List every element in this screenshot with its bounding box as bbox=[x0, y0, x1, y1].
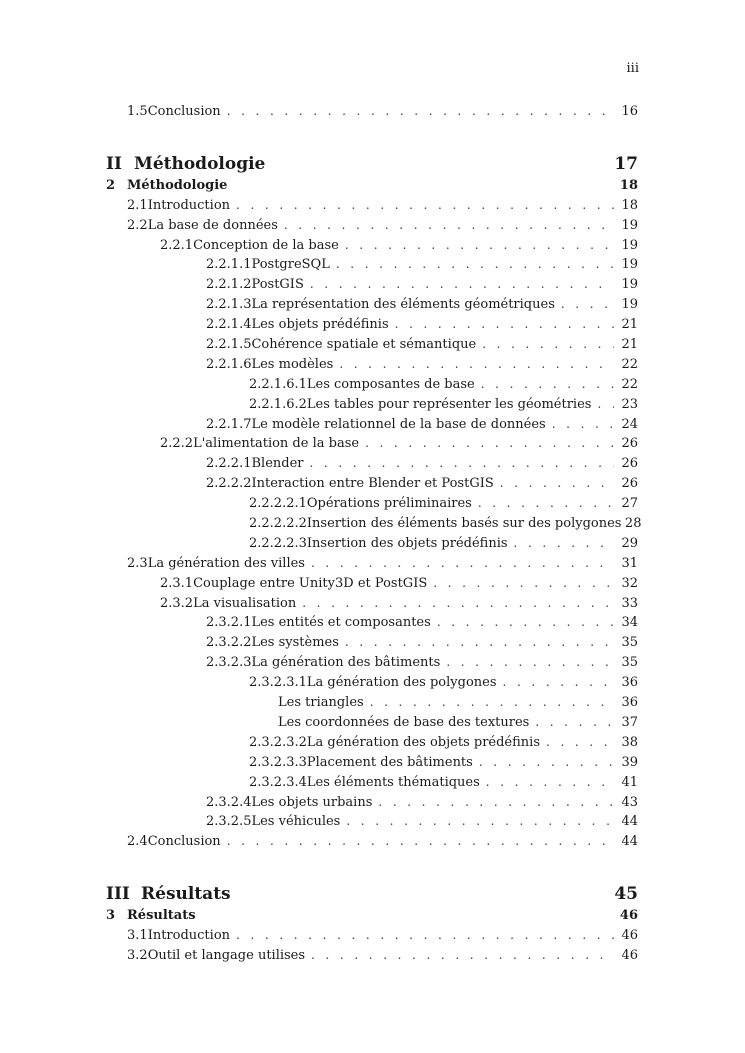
entry-page: 35 bbox=[621, 635, 638, 651]
entry-title: Outil et langage utilises bbox=[147, 947, 306, 963]
entry-number: 2.3.2.3.3 bbox=[249, 754, 307, 770]
entry-page: 21 bbox=[621, 337, 638, 353]
entry-number: 2.2.2.2 bbox=[206, 476, 252, 492]
entry-page: 23 bbox=[621, 396, 638, 412]
entry-title: Les objets prédéfinis bbox=[251, 317, 389, 333]
entry-page: 34 bbox=[621, 615, 638, 631]
entry-number: 2.2.1.6.1 bbox=[249, 376, 307, 392]
entry-page: 26 bbox=[621, 476, 638, 492]
toc-entry[interactable] bbox=[106, 735, 638, 755]
entry-title: Les coordonnées de base des textures bbox=[278, 714, 530, 730]
leader-dots bbox=[481, 377, 614, 391]
entry-number: 2.3.2.3.1 bbox=[249, 675, 307, 691]
leader-dots bbox=[311, 948, 614, 962]
entry-number: 2.3.2.3.2 bbox=[249, 734, 307, 750]
entry-number: 2.3 bbox=[127, 555, 148, 571]
chapter-title: Résultats bbox=[127, 908, 196, 924]
leader-dots bbox=[339, 357, 614, 371]
leader-dots bbox=[378, 795, 614, 809]
entry-number: 2.3.2.3.4 bbox=[249, 774, 307, 790]
entry-title: Les entités et composantes bbox=[251, 615, 431, 631]
leader-dots bbox=[311, 556, 614, 570]
entry-number: 2.2.1.7 bbox=[206, 416, 252, 432]
toc-entry[interactable] bbox=[106, 928, 638, 948]
toc-entry[interactable] bbox=[106, 775, 638, 795]
entry-page: 43 bbox=[621, 794, 638, 810]
entry-title: Conception de la base bbox=[193, 237, 339, 253]
entry-title: La génération des villes bbox=[147, 555, 305, 571]
entry-number: 2.3.2.3 bbox=[206, 655, 252, 671]
entry-number: 3.1 bbox=[127, 928, 148, 944]
entry-page: 27 bbox=[621, 496, 638, 512]
table-of-contents bbox=[106, 104, 642, 968]
leader-dots bbox=[236, 198, 614, 212]
entry-number: 2.1 bbox=[127, 197, 148, 213]
entry-page: 16 bbox=[621, 104, 638, 119]
entry-title: Interaction entre Blender et PostGIS bbox=[251, 476, 494, 492]
toc-part[interactable] bbox=[106, 884, 638, 908]
entry-number: 2.2.2.2.1 bbox=[249, 496, 307, 512]
leader-dots bbox=[437, 615, 614, 629]
toc-entry[interactable] bbox=[106, 436, 638, 456]
page-number: iii bbox=[626, 61, 639, 76]
toc-entry[interactable] bbox=[106, 277, 638, 297]
entry-title: Les véhicules bbox=[251, 814, 341, 830]
entry-number: 2.2.1.1 bbox=[206, 257, 252, 273]
entry-page: 44 bbox=[621, 834, 638, 850]
leader-dots bbox=[227, 104, 614, 118]
entry-title: Cohérence spatiale et sémantique bbox=[251, 337, 477, 353]
entry-number: 2.2.1.4 bbox=[206, 317, 252, 333]
entry-page: 29 bbox=[621, 535, 638, 551]
leader-dots bbox=[310, 277, 614, 291]
leader-dots bbox=[482, 337, 614, 351]
leader-dots bbox=[284, 218, 614, 232]
entry-page: 22 bbox=[621, 376, 638, 392]
entry-title: La visualisation bbox=[193, 595, 297, 611]
entry-number: 2.2.2.2.2 bbox=[249, 516, 307, 532]
entry-title: Les modèles bbox=[251, 356, 334, 372]
leader-dots bbox=[345, 238, 614, 252]
leader-dots bbox=[486, 775, 614, 789]
toc-entry[interactable] bbox=[106, 357, 638, 377]
entry-title: Le modèle relationnel de la base de données bbox=[251, 416, 546, 432]
toc-entry[interactable] bbox=[106, 755, 638, 775]
leader-dots bbox=[395, 317, 614, 331]
toc-entry[interactable] bbox=[106, 655, 638, 675]
entry-title: Les composantes de base bbox=[306, 376, 475, 392]
entry-title: Insertion des objets prédéfinis bbox=[306, 535, 508, 551]
chapter-title: Méthodologie bbox=[127, 177, 228, 193]
leader-dots bbox=[302, 596, 614, 610]
toc-entry[interactable] bbox=[106, 635, 638, 655]
entry-title: PostGIS bbox=[251, 277, 304, 293]
entry-page: 36 bbox=[621, 695, 638, 711]
leader-dots bbox=[336, 257, 614, 271]
entry-number: 2.2.2.1 bbox=[206, 456, 252, 472]
entry-title: L'alimentation de la base bbox=[193, 436, 360, 452]
chapter-number: 3 bbox=[106, 908, 116, 924]
entry-title: Conclusion bbox=[147, 104, 221, 119]
entry-title: PostgreSQL bbox=[251, 257, 330, 273]
entry-title: Conclusion bbox=[147, 834, 221, 850]
entry-number: 2.3.2.4 bbox=[206, 794, 252, 810]
entry-title: Les éléments thématiques bbox=[306, 774, 480, 790]
leader-dots bbox=[503, 675, 614, 689]
toc-entry[interactable] bbox=[106, 834, 638, 854]
toc-entry[interactable] bbox=[106, 476, 638, 496]
entry-page: 39 bbox=[621, 754, 638, 770]
entry-number: 2.2.1.6 bbox=[206, 356, 252, 372]
entry-number: 3.2 bbox=[127, 947, 148, 963]
leader-dots bbox=[370, 695, 614, 709]
entry-page: 19 bbox=[621, 237, 638, 253]
entry-page: 22 bbox=[621, 356, 638, 372]
entry-title: La génération des bâtiments bbox=[251, 655, 441, 671]
entry-title: Les tables pour représenter les géométries bbox=[306, 396, 592, 412]
entry-number: 2.3.2.5 bbox=[206, 814, 252, 830]
entry-number: 2.3.2.1 bbox=[206, 615, 252, 631]
leader-dots bbox=[345, 635, 614, 649]
entry-page: 33 bbox=[621, 595, 638, 611]
entry-page: 19 bbox=[621, 297, 638, 313]
entry-page: 38 bbox=[621, 734, 638, 750]
toc-entry[interactable] bbox=[106, 695, 638, 715]
toc-entry[interactable] bbox=[106, 795, 638, 815]
entry-page: 21 bbox=[621, 317, 638, 333]
toc-entry[interactable] bbox=[106, 198, 638, 218]
toc-entry[interactable] bbox=[106, 297, 638, 317]
toc-entry[interactable] bbox=[106, 317, 638, 337]
toc-entry[interactable] bbox=[106, 238, 638, 258]
entry-title: Introduction bbox=[147, 928, 231, 944]
part-number: II bbox=[106, 153, 122, 174]
entry-number: 2.2 bbox=[127, 217, 148, 233]
entry-title: Les triangles bbox=[278, 695, 364, 711]
entry-page: 37 bbox=[621, 714, 638, 730]
leader-dots bbox=[500, 476, 614, 490]
entry-title: Placement des bâtiments bbox=[306, 754, 473, 770]
toc-entry[interactable] bbox=[106, 456, 638, 476]
toc-entry[interactable] bbox=[106, 377, 638, 397]
entry-title: La représentation des éléments géométriques bbox=[251, 297, 555, 313]
toc-entry[interactable] bbox=[106, 104, 638, 124]
toc-entry[interactable] bbox=[106, 516, 642, 536]
leader-dots bbox=[514, 536, 614, 550]
leader-dots bbox=[535, 715, 614, 729]
toc-entry[interactable] bbox=[106, 615, 638, 635]
entry-page: 41 bbox=[621, 774, 638, 790]
toc-entry[interactable] bbox=[106, 675, 638, 695]
entry-number: 1.5 bbox=[127, 104, 148, 119]
entry-title: La base de données bbox=[147, 217, 278, 233]
toc-entry[interactable] bbox=[106, 218, 638, 238]
entry-title: Opérations préliminaires bbox=[306, 496, 472, 512]
toc-entry[interactable] bbox=[106, 596, 638, 616]
entry-title: La génération des polygones bbox=[306, 675, 497, 691]
entry-page: 18 bbox=[621, 197, 638, 213]
leader-dots bbox=[597, 397, 614, 411]
entry-page: 26 bbox=[621, 436, 638, 452]
entry-page: 46 bbox=[621, 928, 638, 944]
entry-title: Les objets urbains bbox=[251, 794, 373, 810]
toc-entry[interactable] bbox=[106, 948, 638, 968]
entry-number: 2.2.1 bbox=[160, 237, 194, 253]
entry-title: Insertion des éléments basés sur des polygones bbox=[306, 516, 622, 532]
toc-chapter[interactable] bbox=[106, 908, 638, 928]
entry-page: 19 bbox=[621, 257, 638, 273]
part-number: III bbox=[106, 884, 130, 905]
leader-dots bbox=[546, 735, 614, 749]
entry-page: 31 bbox=[621, 555, 638, 571]
toc-entry[interactable] bbox=[106, 257, 638, 277]
leader-dots bbox=[561, 297, 614, 311]
toc-part[interactable] bbox=[106, 154, 638, 178]
toc-entry[interactable] bbox=[106, 496, 638, 516]
part-title: Résultats bbox=[141, 884, 231, 905]
entry-page: 46 bbox=[621, 947, 638, 963]
entry-page: 24 bbox=[621, 416, 638, 432]
entry-page: 19 bbox=[621, 277, 638, 293]
part-title: Méthodologie bbox=[134, 153, 266, 174]
entry-number: 2.2.2 bbox=[160, 436, 194, 452]
toc-entry[interactable] bbox=[106, 397, 638, 417]
toc-entry[interactable] bbox=[106, 715, 638, 735]
entry-number: 2.2.1.5 bbox=[206, 337, 252, 353]
leader-dots bbox=[365, 436, 614, 450]
entry-number: 2.3.1 bbox=[160, 575, 194, 591]
leader-dots bbox=[478, 496, 614, 510]
leader-dots bbox=[446, 655, 614, 669]
leader-dots bbox=[433, 576, 614, 590]
leader-dots bbox=[310, 456, 615, 470]
toc-entry[interactable] bbox=[106, 576, 638, 596]
entry-page: 26 bbox=[621, 456, 638, 472]
entry-page: 44 bbox=[621, 814, 638, 830]
entry-page: 35 bbox=[621, 655, 638, 671]
entry-title: Blender bbox=[251, 456, 304, 472]
entry-page: 36 bbox=[621, 675, 638, 691]
toc-entry[interactable] bbox=[106, 814, 638, 834]
chapter-page: 18 bbox=[619, 177, 638, 193]
part-page: 17 bbox=[614, 153, 638, 174]
chapter-page: 46 bbox=[619, 908, 638, 924]
entry-title: Introduction bbox=[147, 197, 231, 213]
toc-entry[interactable] bbox=[106, 556, 638, 576]
entry-number: 2.3.2.2 bbox=[206, 635, 252, 651]
toc-entry[interactable] bbox=[106, 337, 638, 357]
leader-dots bbox=[236, 928, 614, 942]
leader-dots bbox=[346, 814, 614, 828]
chapter-number: 2 bbox=[106, 177, 116, 193]
entry-title: Les systèmes bbox=[251, 635, 339, 651]
entry-number: 2.2.2.2.3 bbox=[249, 535, 307, 551]
entry-page: 19 bbox=[621, 217, 638, 233]
leader-dots bbox=[227, 834, 614, 848]
entry-number: 2.4 bbox=[127, 834, 148, 850]
part-page: 45 bbox=[614, 884, 638, 905]
entry-page: 32 bbox=[621, 575, 638, 591]
entry-page: 28 bbox=[624, 516, 642, 532]
entry-title: La génération des objets prédéfinis bbox=[306, 734, 541, 750]
leader-dots bbox=[552, 417, 614, 431]
leader-dots bbox=[479, 755, 614, 769]
entry-title: Couplage entre Unity3D et PostGIS bbox=[193, 575, 428, 591]
entry-number: 2.2.1.3 bbox=[206, 297, 252, 313]
toc-chapter[interactable] bbox=[106, 178, 638, 198]
toc-entry[interactable] bbox=[106, 417, 638, 437]
entry-number: 2.3.2 bbox=[160, 595, 194, 611]
entry-number: 2.2.1.6.2 bbox=[249, 396, 307, 412]
entry-number: 2.2.1.2 bbox=[206, 277, 252, 293]
toc-entry[interactable] bbox=[106, 536, 638, 556]
